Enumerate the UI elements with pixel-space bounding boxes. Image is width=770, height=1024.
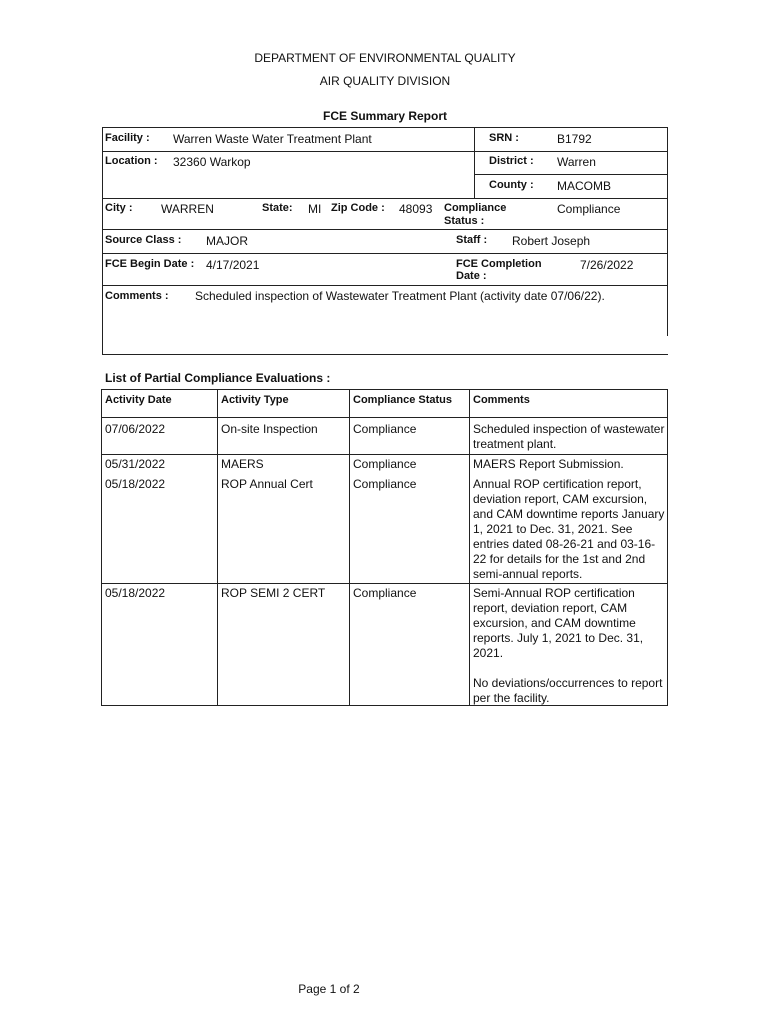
county-value: MACOMB	[557, 179, 611, 193]
table-cell-comments-note: No deviations/occurrences to report per the facility.	[473, 676, 663, 705]
column-divider	[474, 127, 475, 199]
facility-value: Warren Waste Water Treatment Plant	[173, 132, 372, 146]
district-value: Warren	[557, 155, 596, 169]
table-cell-status: Compliance	[353, 422, 417, 436]
table-column-divider	[349, 389, 350, 706]
table-cell-type: On-site Inspection	[221, 422, 318, 436]
table-right-border	[667, 389, 668, 706]
zip-label: Zip Code :	[331, 202, 385, 214]
row-divider	[102, 229, 668, 230]
table-row-divider	[101, 454, 668, 455]
table-cell-comments: Scheduled inspection of wastewater treatment plant.	[473, 422, 665, 451]
table-cell-type: ROP SEMI 2 CERT	[221, 586, 326, 600]
column-header-comments: Comments	[473, 394, 530, 406]
row-divider	[102, 151, 668, 152]
location-value: 32360 Warkop	[173, 155, 251, 169]
department-heading: DEPARTMENT OF ENVIRONMENTAL QUALITY	[254, 51, 516, 65]
facility-label: Facility :	[105, 132, 150, 144]
division-heading: AIR QUALITY DIVISION	[319, 74, 451, 88]
zip-value: 48093	[399, 202, 433, 216]
fce-completion-label-line2: Date :	[456, 270, 487, 282]
county-label: County :	[489, 179, 534, 191]
table-cell-type: MAERS	[221, 457, 264, 471]
table-cell-date: 05/18/2022	[105, 586, 166, 600]
table-row-divider	[101, 583, 668, 584]
table-cell-status: Compliance	[353, 586, 417, 600]
row-divider	[102, 198, 668, 199]
table-header-divider	[101, 417, 668, 418]
state-label: State:	[262, 202, 293, 214]
table-column-divider	[469, 389, 470, 706]
fce-completion-value: 7/26/2022	[580, 258, 634, 272]
row-divider	[102, 253, 668, 254]
table-cell-type: ROP Annual Cert	[221, 477, 313, 491]
comments-value: Scheduled inspection of Wastewater Treatment Plant (activity date 07/06/22).	[195, 289, 605, 303]
location-label: Location :	[105, 155, 158, 167]
state-value: MI	[308, 202, 322, 216]
row-divider	[474, 174, 668, 175]
box-bottom-border	[102, 354, 668, 355]
comments-label: Comments :	[105, 290, 169, 302]
city-label: City :	[105, 202, 133, 214]
source-class-label: Source Class :	[105, 234, 182, 246]
fce-begin-label: FCE Begin Date :	[105, 258, 195, 270]
staff-value: Robert Joseph	[512, 234, 591, 248]
table-cell-comments: Semi-Annual ROP certification report, deviation report, CAM excursion, and CAM downtime reports. July 1, 2021 to Dec. 31, 2021.	[473, 586, 644, 660]
table-cell-status: Compliance	[353, 477, 417, 491]
table-cell-status: Compliance	[353, 457, 417, 471]
table-left-border	[101, 389, 102, 706]
table-top-border	[101, 389, 668, 390]
srn-value: B1792	[557, 132, 592, 146]
box-left-border	[102, 127, 103, 355]
column-header-compliance-status: Compliance Status	[353, 394, 453, 406]
compliance-status-label: Compliance	[444, 202, 507, 214]
source-class-value: MAJOR	[206, 234, 248, 248]
table-cell-date: 07/06/2022	[105, 422, 166, 436]
fce-begin-value: 4/17/2021	[206, 258, 260, 272]
compliance-status-value: Compliance	[557, 202, 621, 216]
staff-label: Staff :	[456, 234, 488, 246]
table-cell-comments: MAERS Report Submission.	[473, 457, 624, 471]
compliance-status-label-line2: Status :	[444, 215, 485, 227]
table-cell-date: 05/31/2022	[105, 457, 166, 471]
table-cell-date: 05/18/2022	[105, 477, 166, 491]
pce-section-title: List of Partial Compliance Evaluations :	[105, 371, 331, 385]
table-column-divider	[217, 389, 218, 706]
fce-completion-label: FCE Completion	[456, 258, 542, 270]
column-header-activity-type: Activity Type	[221, 394, 289, 406]
table-cell-comments: Annual ROP certification report, deviation report, CAM excursion, and CAM downtime reports January 1, 2021 to Dec. 31, 2021. See entries dated 08-26-21 and 03-16-22 for details for the 1st and 2nd semi-annual reports.	[473, 477, 665, 581]
city-value: WARREN	[161, 202, 214, 216]
srn-label: SRN :	[489, 132, 519, 144]
report-title: FCE Summary Report	[322, 109, 448, 123]
box-top-border	[102, 127, 668, 128]
page-number: Page 1 of 2	[298, 982, 360, 996]
column-header-activity-date: Activity Date	[105, 394, 172, 406]
row-divider	[102, 285, 668, 286]
district-label: District :	[489, 155, 534, 167]
box-right-border	[667, 127, 668, 336]
